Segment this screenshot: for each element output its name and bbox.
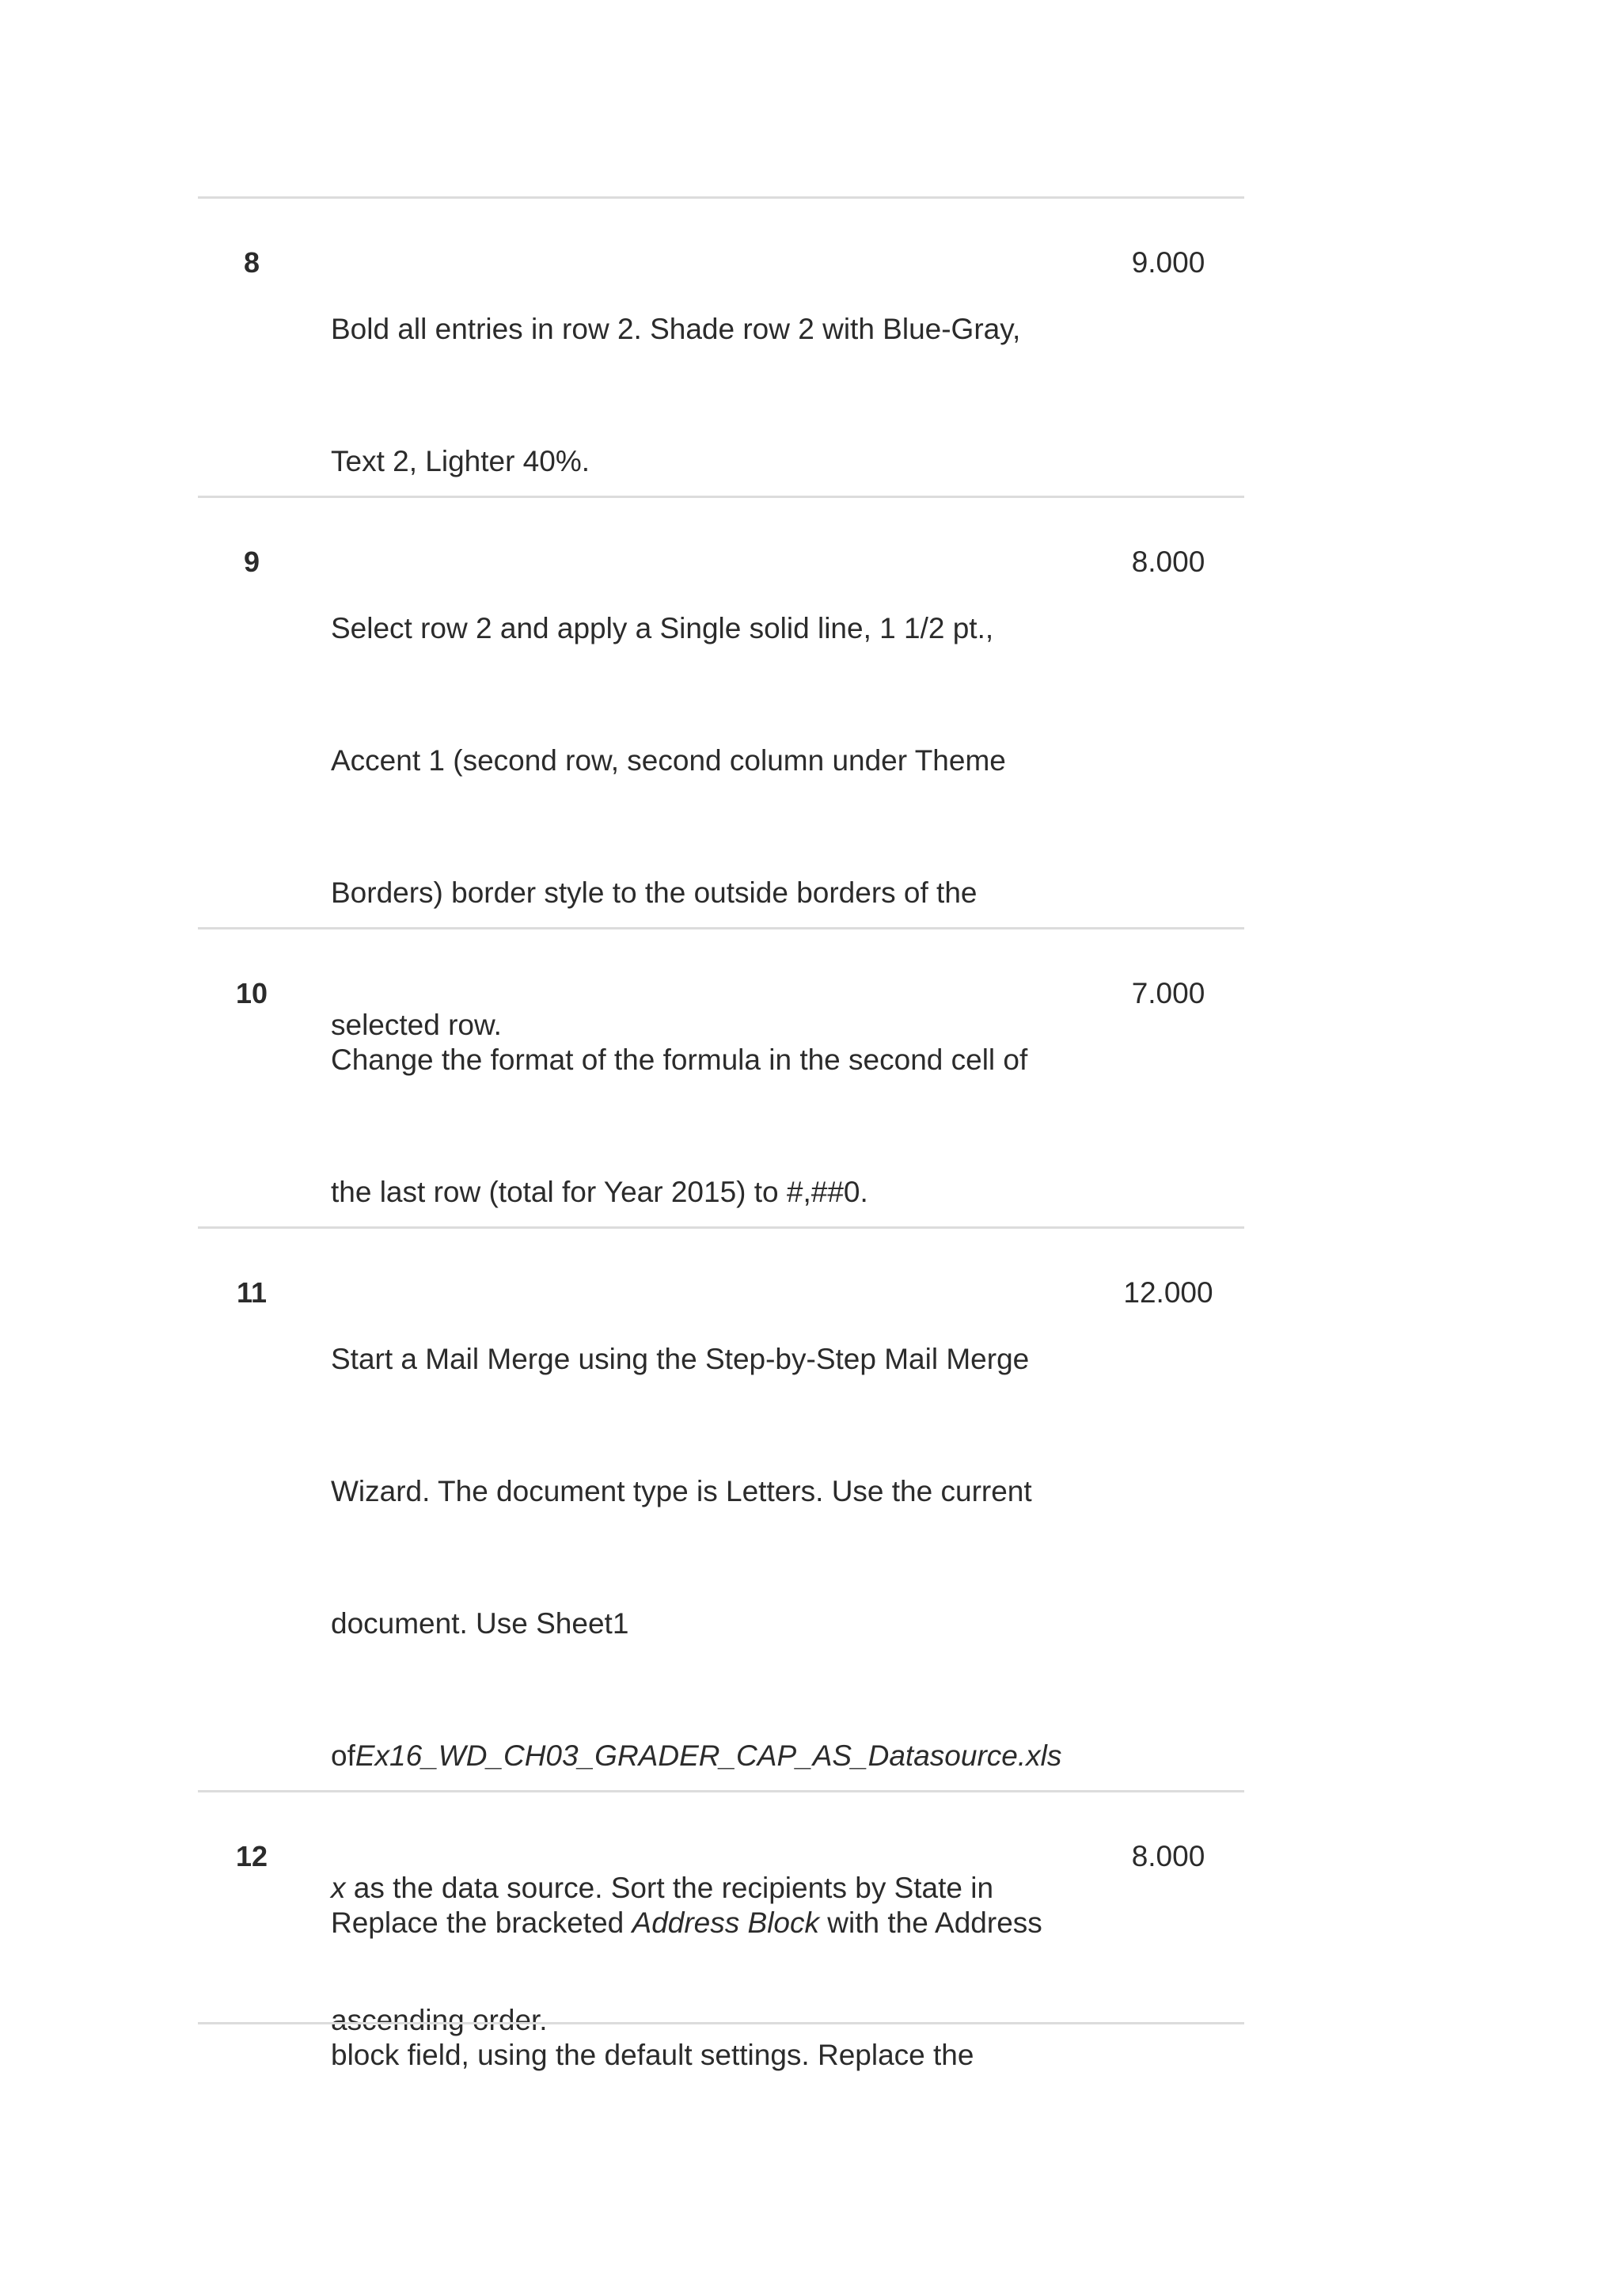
- table-row: [198, 1792, 1244, 2071]
- description-line: Start a Mail Merge using the Step-by-Step Mail Merge: [331, 1342, 1030, 1375]
- step-points: 7.000: [1131, 977, 1205, 1009]
- step-number: 10: [235, 977, 268, 1009]
- step-number: 8: [243, 246, 260, 279]
- description-text: Replace the bracketed: [331, 1906, 632, 1939]
- description-line: the last row (total for Year 2015) to #,##0.: [331, 1175, 868, 1208]
- step-points: 8.000: [1131, 545, 1205, 578]
- steps-table: [198, 196, 1244, 2071]
- table-row: [198, 929, 1244, 1229]
- step-number: 11: [236, 1276, 268, 1309]
- datasource-filename: Ex16_WD_CH03_GRADER_CAP_AS_Datasource.xls: [355, 1739, 1062, 1772]
- description-line: [331, 1723, 1091, 1789]
- description-line: selected row.: [331, 1008, 502, 1041]
- description-line: Accent 1 (second row, second column under Theme: [331, 743, 1006, 777]
- step-points: 8.000: [1131, 1840, 1205, 1872]
- step-number: 12: [235, 1840, 268, 1872]
- datasource-filename-end: x: [331, 1871, 346, 1904]
- step-points: 12.000: [1123, 1276, 1213, 1309]
- description-line: Change the format of the formula in the second cell of: [331, 1043, 1028, 1076]
- step-points: 9.000: [1131, 246, 1205, 279]
- description-text: of: [331, 1739, 355, 1772]
- description-line: Borders) border style to the outside borders of the: [331, 876, 978, 909]
- description-text: with the Address: [819, 1906, 1042, 1939]
- description-line: ascending order.: [331, 2003, 548, 2036]
- step-number: 9: [243, 545, 260, 578]
- description-line: Text 2, Lighter 40%.: [331, 444, 590, 477]
- description-line: document. Use Sheet1: [331, 1606, 629, 1640]
- description-line: Bold all entries in row 2. Shade row 2 with Blue-Gray,: [331, 312, 1021, 345]
- description-text: as the data source. Sort the recipients by State in: [345, 1871, 994, 1904]
- address-block-term: Address Block: [632, 1906, 820, 1939]
- table-row: [198, 199, 1244, 498]
- step-description: [331, 1823, 1091, 2154]
- description-line: block field, using the default settings. Replace the: [331, 2038, 974, 2071]
- description-line: Wizard. The document type is Letters. Use the current: [331, 1474, 1032, 1507]
- description-line: [331, 1890, 1091, 1956]
- description-line: Select row 2 and apply a Single solid line, 1 1/2 pt.,: [331, 611, 994, 644]
